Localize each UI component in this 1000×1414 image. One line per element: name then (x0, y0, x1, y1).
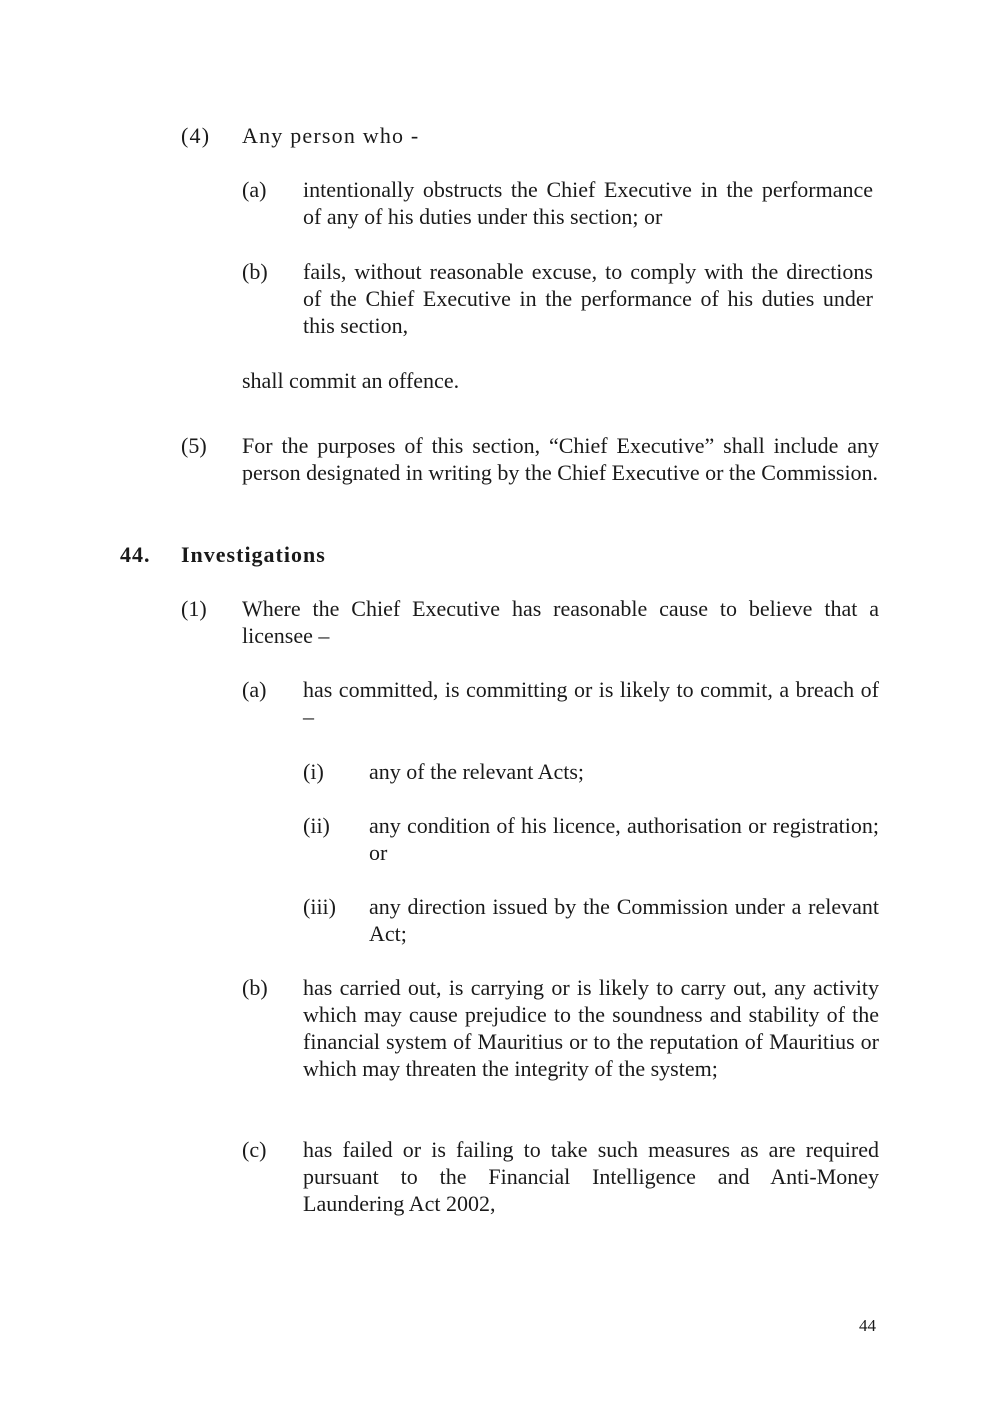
item-4b-label: (b) (242, 259, 268, 284)
item-4b-text: fails, without reasonable excuse, to comply with the directions of the Chief Executive in the performance of his duties under this section, (303, 259, 873, 338)
item-1a-i-label: (i) (303, 759, 324, 784)
item-4a-label: (a) (242, 177, 267, 202)
item-1a-ii-text: any condition of his licence, authorisation or registration; or (369, 813, 879, 865)
item-1c-label: (c) (242, 1137, 267, 1162)
subsection-1-text: Where the Chief Executive has reasonable cause to believe that a licensee – (242, 596, 879, 648)
section-title: Investigations (181, 542, 326, 567)
item-1a-text: has committed, is committing or is likely to commit, a breach of – (303, 677, 879, 729)
item-1a-iii-text: any direction issued by the Commission under a relevant Act; (369, 894, 879, 946)
subsection-4-intro: Any person who - (242, 123, 420, 148)
subsection-1-label: (1) (181, 596, 207, 621)
item-1a-label: (a) (242, 677, 267, 702)
item-1b-label: (b) (242, 975, 268, 1000)
item-1a-ii-label: (ii) (303, 813, 330, 838)
item-1a-i-text: any of the relevant Acts; (369, 759, 585, 784)
section-number: 44. (120, 542, 151, 567)
page-number: 44 (859, 1316, 876, 1335)
subsection-4-closing: shall commit an offence. (242, 368, 460, 393)
subsection-5-label: (5) (181, 433, 207, 458)
item-1c-text: has failed or is failing to take such measures as are required pursuant to the Financial Intelligence and Anti-Money Laundering Act 2002, (303, 1137, 879, 1216)
item-1b-text: has carried out, is carrying or is likely to carry out, any activity which may cause prejudice to the soundness and stability of the financial system of Mauritius or to the reputation of Mauritius or which may threaten the integrity of the system; (303, 975, 879, 1081)
item-4a-text: intentionally obstructs the Chief Executive in the performance of any of his duties under this section; or (303, 177, 873, 229)
subsection-4-label: (4) (181, 123, 211, 148)
item-1a-iii-label: (iii) (303, 894, 336, 919)
subsection-5-text: For the purposes of this section, “Chief Executive” shall include any person designated in writing by the Chief Executive or the Commission. (242, 433, 879, 485)
